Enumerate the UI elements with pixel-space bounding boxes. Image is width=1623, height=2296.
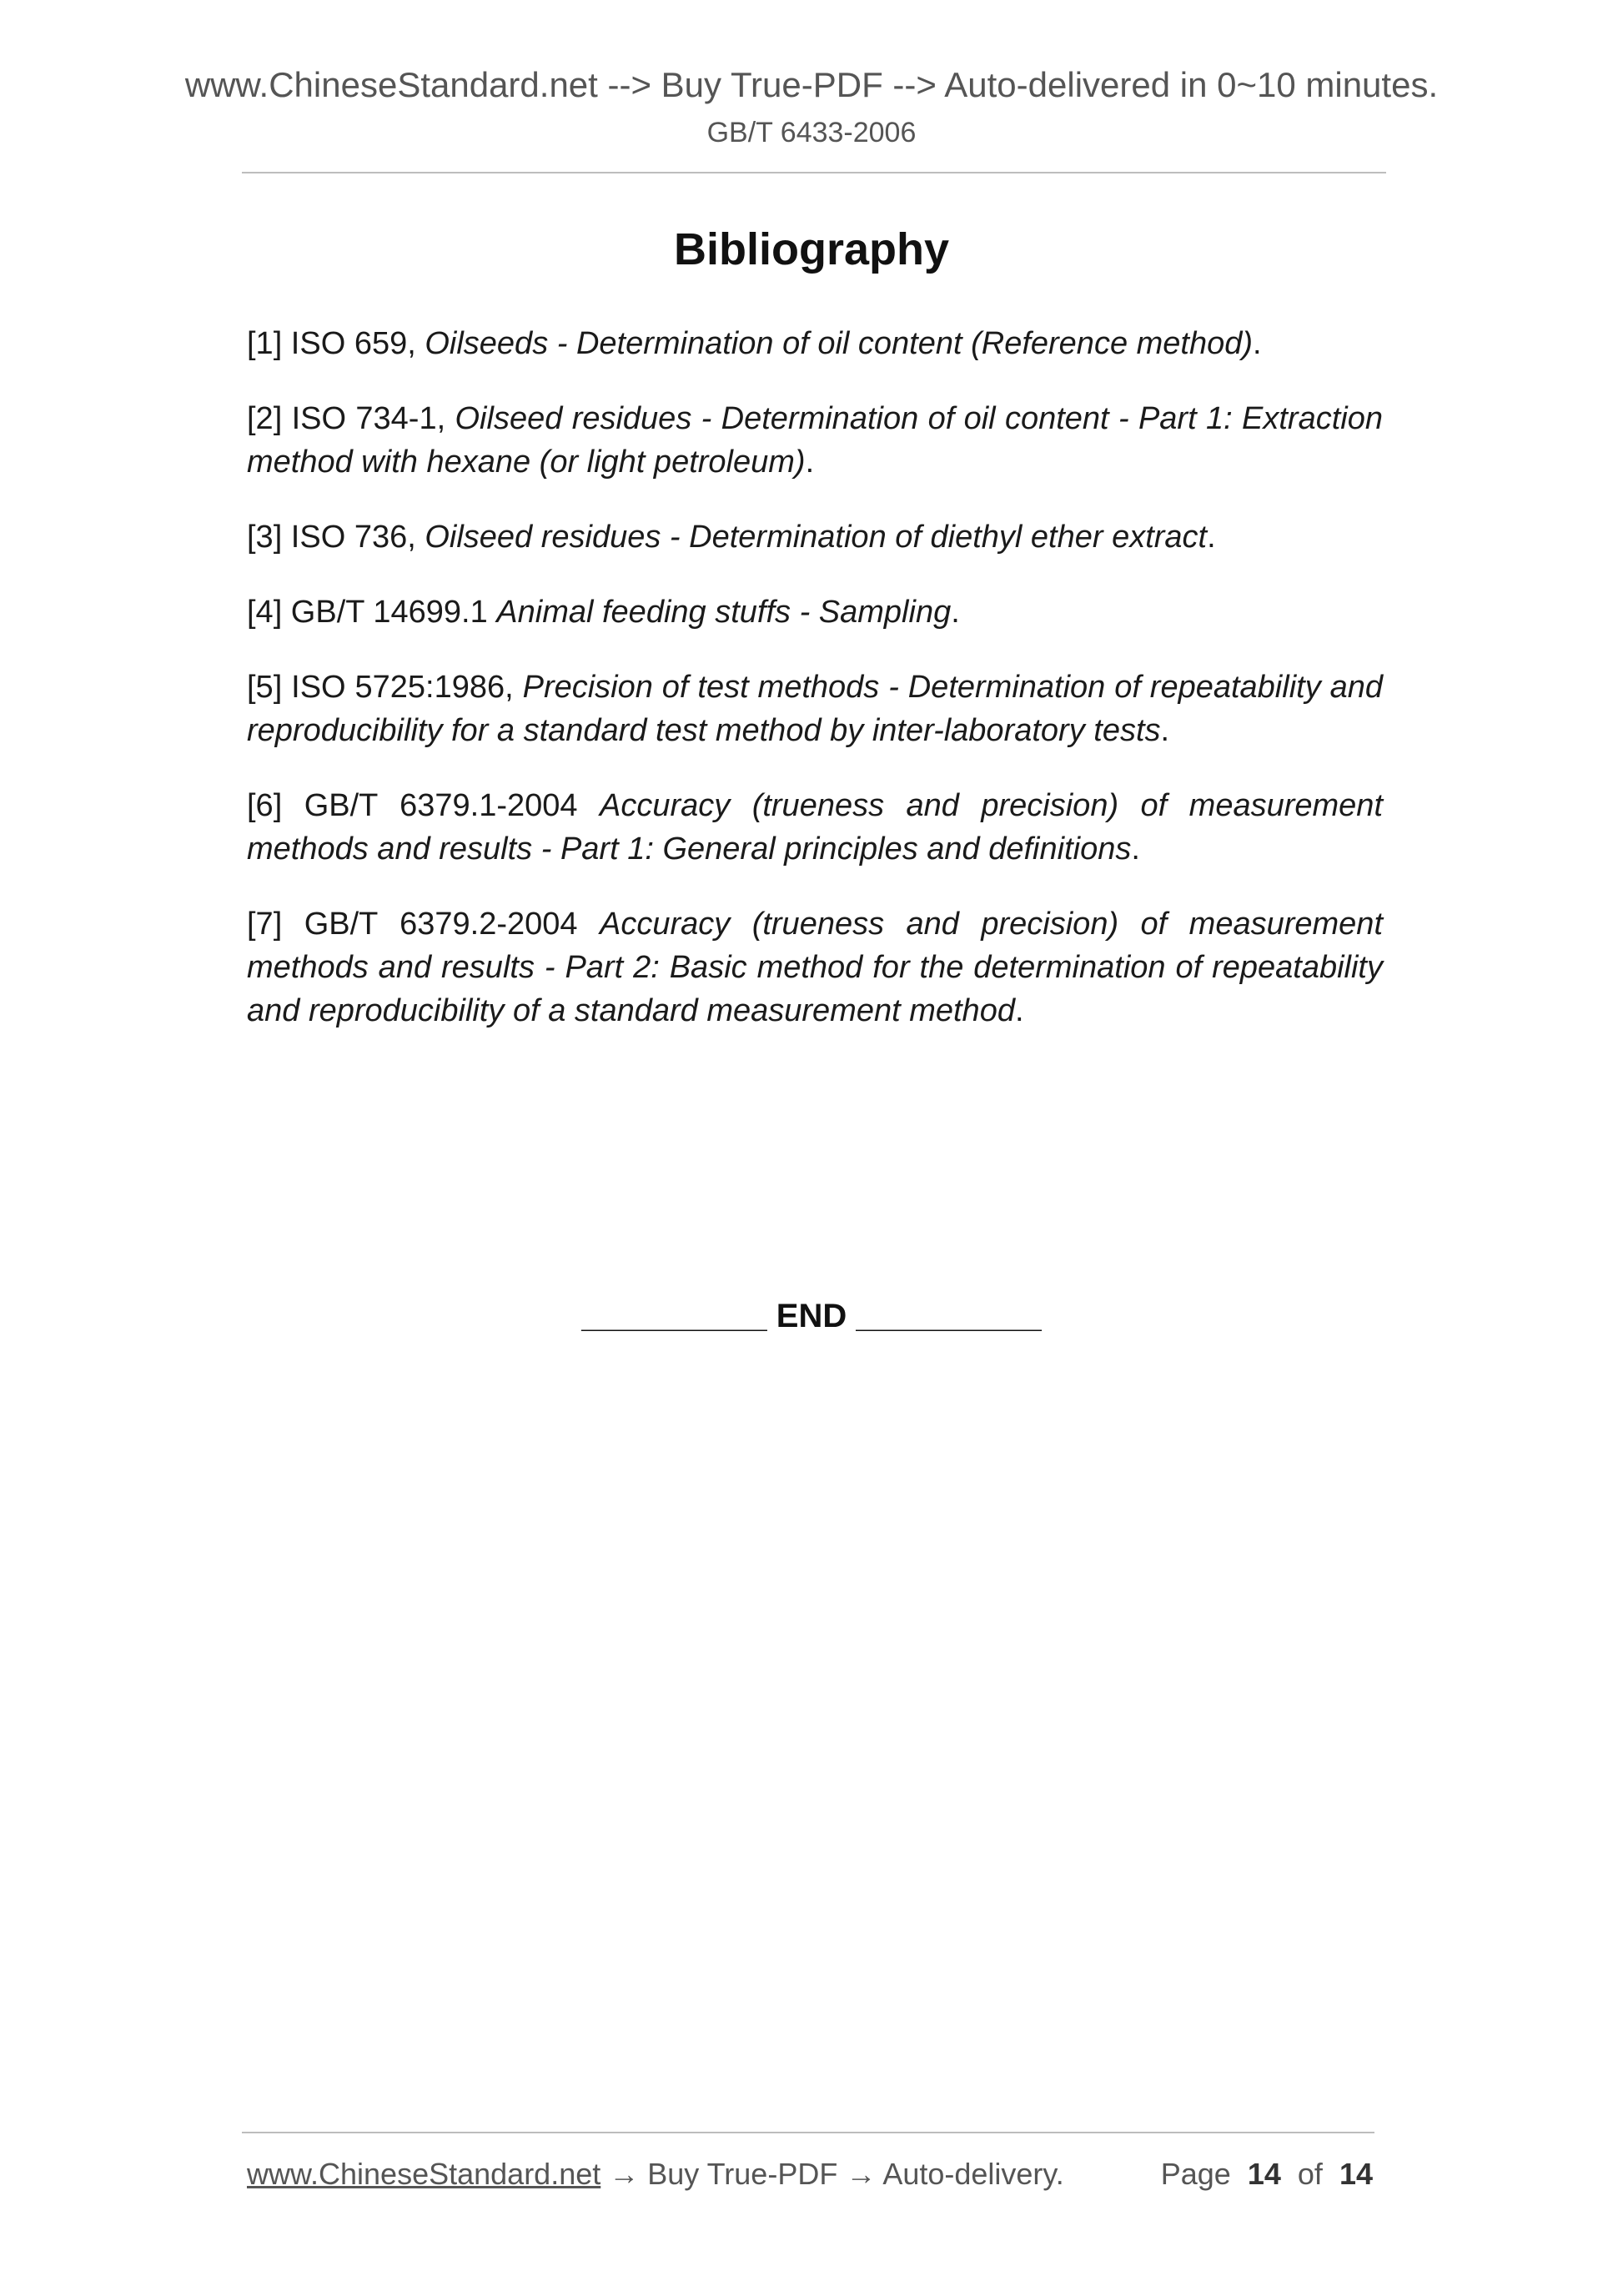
reference-item-3: [247, 515, 1383, 559]
reference-5-prefix: [5] ISO 5725:1986,: [247, 670, 523, 705]
reference-item-4: [247, 590, 1383, 634]
footer-divider: [242, 2132, 1374, 2133]
reference-2-title: Oilseed residues - Determination of oil content - Part 1: Extraction method with hexane (or light petroleum): [247, 401, 1383, 480]
reference-6-title: Accuracy (trueness and precision) of measurement methods and results - Part 1: General principles and definitions: [247, 788, 1383, 867]
footer-tagline: → Buy True-PDF → Auto-delivery.: [600, 2157, 1064, 2191]
header-divider: [242, 172, 1386, 173]
page-current: 14: [1247, 2157, 1281, 2191]
reference-6-suffix: .: [1131, 831, 1140, 867]
reference-5-title: Precision of test methods - Determination of repeatability and reproducibility for a standard test method by inter-laboratory tests: [247, 670, 1383, 748]
reference-3-title: Oilseed residues - Determination of diethyl ether extract: [425, 520, 1208, 555]
reference-1-title: Oilseeds - Determination of oil content (Reference method): [425, 326, 1254, 361]
end-marker: __________ END __________: [581, 1298, 1042, 1334]
reference-item-1: [247, 322, 1383, 365]
reference-6-prefix: [6] GB/T 6379.1-2004: [247, 788, 600, 823]
reference-3-suffix: .: [1207, 520, 1216, 555]
page-number: [1161, 2157, 1373, 2192]
reference-7-title: Accuracy (trueness and precision) of measurement methods and results - Part 2: Basic method for the determination of repeatability and reproducibility of a standard measurement method: [247, 907, 1383, 1028]
page-label: Page: [1160, 2157, 1231, 2191]
page-total: 14: [1339, 2157, 1373, 2191]
page-of: of: [1297, 2157, 1323, 2191]
reference-item-5: [247, 666, 1383, 752]
reference-2-prefix: [2] ISO 734-1,: [247, 401, 455, 436]
header-doc-code: GB/T 6433-2006: [706, 117, 917, 148]
reference-4-prefix: [4] GB/T 14699.1: [247, 595, 497, 630]
page-footer: [247, 2157, 1373, 2192]
reference-1-prefix: [1] ISO 659,: [247, 326, 425, 361]
reference-5-suffix: .: [1160, 713, 1170, 748]
reference-4-suffix: .: [951, 595, 960, 630]
reference-1-suffix: .: [1253, 326, 1262, 361]
reference-7-suffix: .: [1014, 993, 1024, 1028]
page-title: Bibliography: [673, 224, 949, 274]
reference-3-prefix: [3] ISO 736,: [247, 520, 425, 555]
reference-list: [247, 322, 1383, 1064]
reference-7-prefix: [7] GB/T 6379.2-2004: [247, 907, 600, 942]
reference-2-suffix: .: [805, 445, 815, 480]
header-banner: www.ChineseStandard.net --> Buy True-PDF --> Auto-delivered in 0~10 minutes.: [184, 65, 1439, 104]
footer-site-link[interactable]: www.ChineseStandard.net: [247, 2157, 601, 2191]
reference-item-7: [247, 902, 1383, 1032]
reference-item-2: [247, 397, 1383, 484]
reference-4-title: Animal feeding stuffs - Sampling: [496, 595, 952, 630]
reference-item-6: [247, 784, 1383, 871]
